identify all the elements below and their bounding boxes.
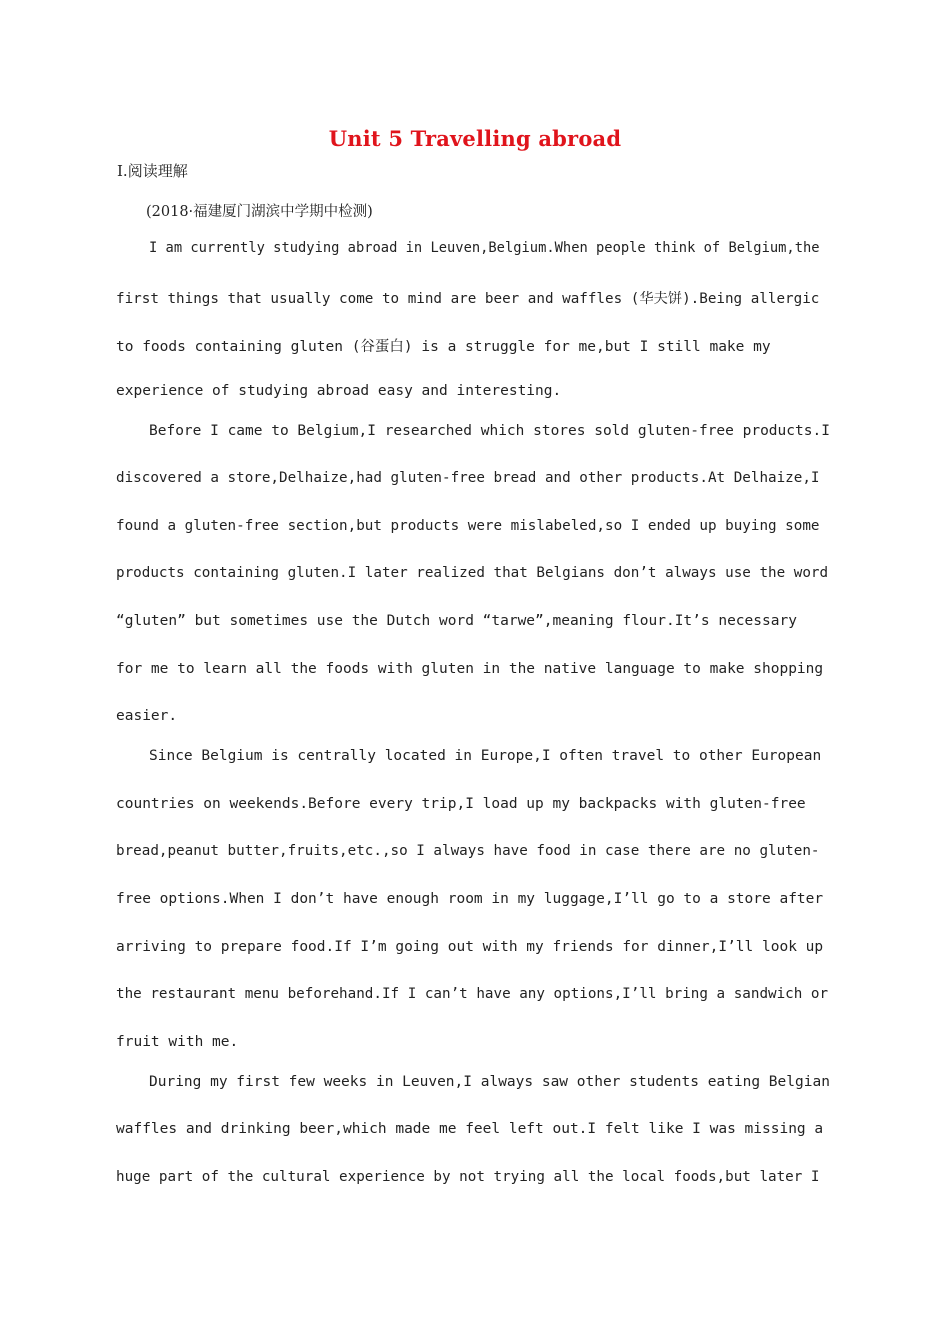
text-line: countries on weekends.Before every trip,I load up my backpacks with gluten-free — [116, 796, 806, 812]
text-line: bread,peanut butter,fruits,etc.,so I always have food in case there are no gluten- — [116, 843, 820, 859]
text-line: easier. — [116, 708, 178, 724]
text-line: huge part of the cultural experience by not trying all the local foods,but later I — [116, 1169, 820, 1185]
text-line: Since Belgium is centrally located in Europe,I often travel to other European — [149, 748, 822, 764]
text-line: During my first few weeks in Leuven,I always saw other students eating Belgian — [149, 1074, 830, 1090]
text-line: Before I came to Belgium,I researched which stores sold gluten-free products.I — [149, 423, 830, 439]
document-title: Unit 5 Travelling abroad — [328, 126, 622, 151]
text-line: to foods containing gluten (谷蛋白) is a struggle for me,but I still make my — [116, 339, 771, 355]
text-line: discovered a store,Delhaize,had gluten-free bread and other products.At Delhaize,I — [116, 470, 820, 486]
text-line: “gluten” but sometimes use the Dutch word “tarwe”,meaning flour.It’s necessary — [116, 613, 797, 629]
section-label: Ⅰ.阅读理解 — [117, 162, 188, 180]
text-line: fruit with me. — [116, 1034, 239, 1050]
text-line: for me to learn all the foods with gluten in the native language to make shopping — [116, 661, 824, 677]
text-line: free options.When I don’t have enough room in my luggage,I’ll go to a store after — [116, 891, 824, 907]
passage-source: (2018·福建厦门湖滨中学期中检测) — [146, 204, 373, 220]
text-line: experience of studying abroad easy and interesting. — [116, 383, 562, 399]
text-line: found a gluten-free section,but products were mislabeled,so I ended up buying some — [116, 518, 820, 534]
text-line: I am currently studying abroad in Leuven,Belgium.When people think of Belgium,the — [149, 240, 820, 256]
text-line: first things that usually come to mind are beer and waffles (华夫饼).Being allergic — [116, 291, 820, 307]
text-line: products containing gluten.I later realized that Belgians don’t always use the word — [116, 565, 829, 581]
text-line: waffles and drinking beer,which made me feel left out.I felt like I was missing a — [116, 1121, 824, 1137]
text-line: the restaurant menu beforehand.If I can’t have any options,I’ll bring a sandwich or — [116, 986, 829, 1002]
text-line: arriving to prepare food.If I’m going out with my friends for dinner,I’ll look up — [116, 939, 824, 955]
